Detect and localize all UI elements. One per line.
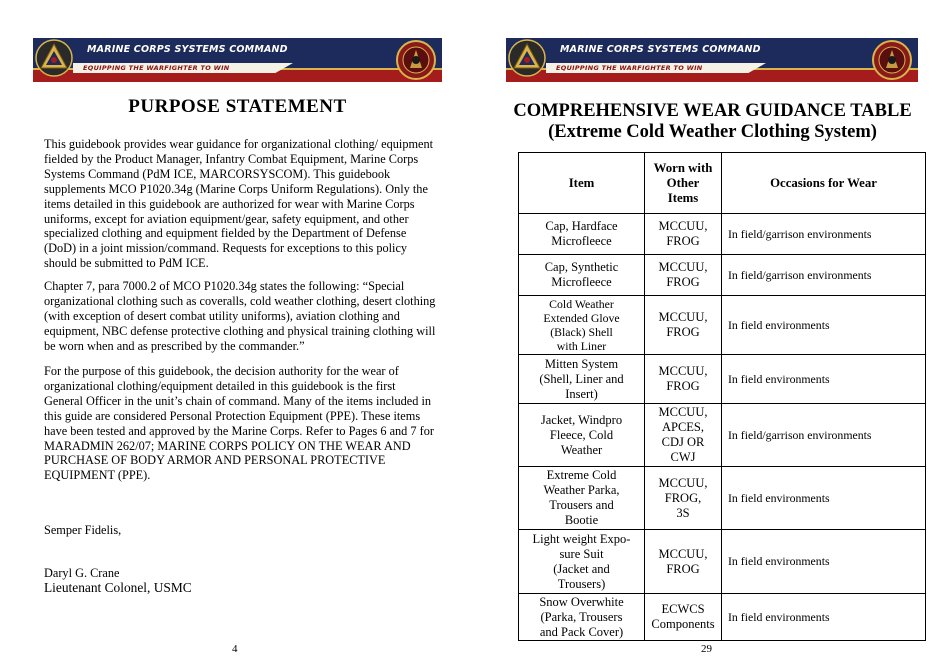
- item-cell: Cold Weather Extended Glove (Black) Shell with Liner: [519, 296, 645, 355]
- purpose-paragraph-3: For the purpose of this guidebook, the decision authority for the wear of organizational clothing/equipment detailed in this guidebook is the first General Officer in the unit’s chain of command. Many of the items included in this guide are considered Personal Protection Equipment (PPE). These items have been tested and approved by the Marine Corps. Refer to Pages 6 and 7 for MARADMIN 262/07; MARINE CORPS POLICY ON THE WEAR AND PURCHASE OF BODY ARMOR AND PERSONAL PROTECTIVE EQUIPMENT (PPE).: [44, 364, 434, 483]
- wear-guidance-table: [518, 152, 926, 641]
- mcsc-emblem-icon: [35, 39, 73, 77]
- mcsc-emblem-icon: [508, 39, 546, 77]
- page-number: 4: [232, 643, 238, 655]
- table-title-line-2: (Extreme Cold Weather Clothing System): [548, 122, 877, 142]
- table-row: [519, 355, 926, 404]
- table-row: [519, 404, 926, 467]
- occasion-cell: In field environments: [722, 296, 926, 355]
- table-row: [519, 467, 926, 530]
- table-title-line-1: COMPREHENSIVE WEAR GUIDANCE TABLE: [513, 101, 912, 121]
- worn-with-cell: MCCUU, FROG: [645, 530, 722, 594]
- command-seal-icon: [872, 40, 912, 80]
- item-cell: Snow Overwhite (Parka, Trousers and Pack Cover): [519, 594, 645, 641]
- occasion-cell: In field/garrison environments: [722, 255, 926, 296]
- worn-with-cell: MCCUU, FROG: [645, 355, 722, 404]
- occasion-cell: In field environments: [722, 530, 926, 594]
- table-row: [519, 296, 926, 355]
- banner-tagline: EQUIPPING THE WARFIGHTER TO WIN: [83, 64, 230, 72]
- item-cell: Mitten System (Shell, Liner and Insert): [519, 355, 645, 404]
- mcsc-banner: [506, 38, 918, 82]
- purpose-paragraph-2: Chapter 7, para 7000.2 of MCO P1020.34g states the following: “Special organizational clothing such as coveralls, cold weather clothing, desert clothing (with exception of desert combat utility uniforms), aviation clothing and equipment, NBC defense protective clothing and physical training clothing will be worn when and as prescribed by the commander.”: [44, 279, 436, 353]
- mcsc-banner: [33, 38, 442, 82]
- table-row: [519, 594, 926, 641]
- table-row: [519, 255, 926, 296]
- header-worn-with: Worn with Other Items: [645, 153, 722, 214]
- item-cell: Cap, Hardface Microfleece: [519, 214, 645, 255]
- occasion-cell: In field environments: [722, 467, 926, 530]
- table-title: [475, 101, 950, 143]
- signature-name: Daryl G. Crane: [44, 566, 120, 580]
- table-header-row: [519, 153, 926, 214]
- item-cell: Light weight Expo- sure Suit (Jacket and Trousers): [519, 530, 645, 594]
- occasion-cell: In field environments: [722, 594, 926, 641]
- right-page: [475, 0, 950, 672]
- worn-with-cell: MCCUU, FROG: [645, 296, 722, 355]
- worn-with-cell: MCCUU, FROG: [645, 255, 722, 296]
- page-number: 29: [701, 643, 712, 655]
- worn-with-cell: ECWCS Components: [645, 594, 722, 641]
- worn-with-cell: MCCUU, FROG: [645, 214, 722, 255]
- worn-with-cell: MCCUU, APCES, CDJ OR CWJ: [645, 404, 722, 467]
- worn-with-cell: MCCUU, FROG, 3S: [645, 467, 722, 530]
- table-row: [519, 530, 926, 594]
- header-occasions: Occasions for Wear: [722, 153, 926, 214]
- item-cell: Cap, Synthetic Microfleece: [519, 255, 645, 296]
- closing: Semper Fidelis,: [44, 523, 122, 537]
- occasion-cell: In field/garrison environments: [722, 214, 926, 255]
- page-title: PURPOSE STATEMENT: [128, 96, 347, 117]
- signature-title: Lieutenant Colonel, USMC: [44, 580, 192, 595]
- item-cell: Extreme Cold Weather Parka, Trousers and Bootie: [519, 467, 645, 530]
- header-item: Item: [519, 153, 645, 214]
- occasion-cell: In field/garrison environments: [722, 404, 926, 467]
- banner-title: MARINE CORPS SYSTEMS COMMAND: [87, 44, 288, 55]
- banner-title: MARINE CORPS SYSTEMS COMMAND: [560, 44, 761, 55]
- banner-tagline: EQUIPPING THE WARFIGHTER TO WIN: [556, 64, 703, 72]
- purpose-paragraph-1: This guidebook provides wear guidance for organizational clothing/ equipment fielded by the Product Manager, Infantry Combat Equipment, Marine Corps Systems Command (PdM ICE, MARCORSYSCOM). This guidebook supplements MCO P1020.34g (Marine Corps Uniform Regulations). Only the items detailed in this guidebook are authorized for wear with Marine Corps uniforms, except for aviation equipment/gear, safety equipment, and other specialized clothing and equipment fielded by the Department of Defense (DoD) in a joint mission/command. Requests for exceptions to this policy should be submitted to PdM ICE.: [44, 137, 434, 271]
- command-seal-icon: [396, 40, 436, 80]
- table-row: [519, 214, 926, 255]
- item-cell: Jacket, Windpro Fleece, Cold Weather: [519, 404, 645, 467]
- occasion-cell: In field environments: [722, 355, 926, 404]
